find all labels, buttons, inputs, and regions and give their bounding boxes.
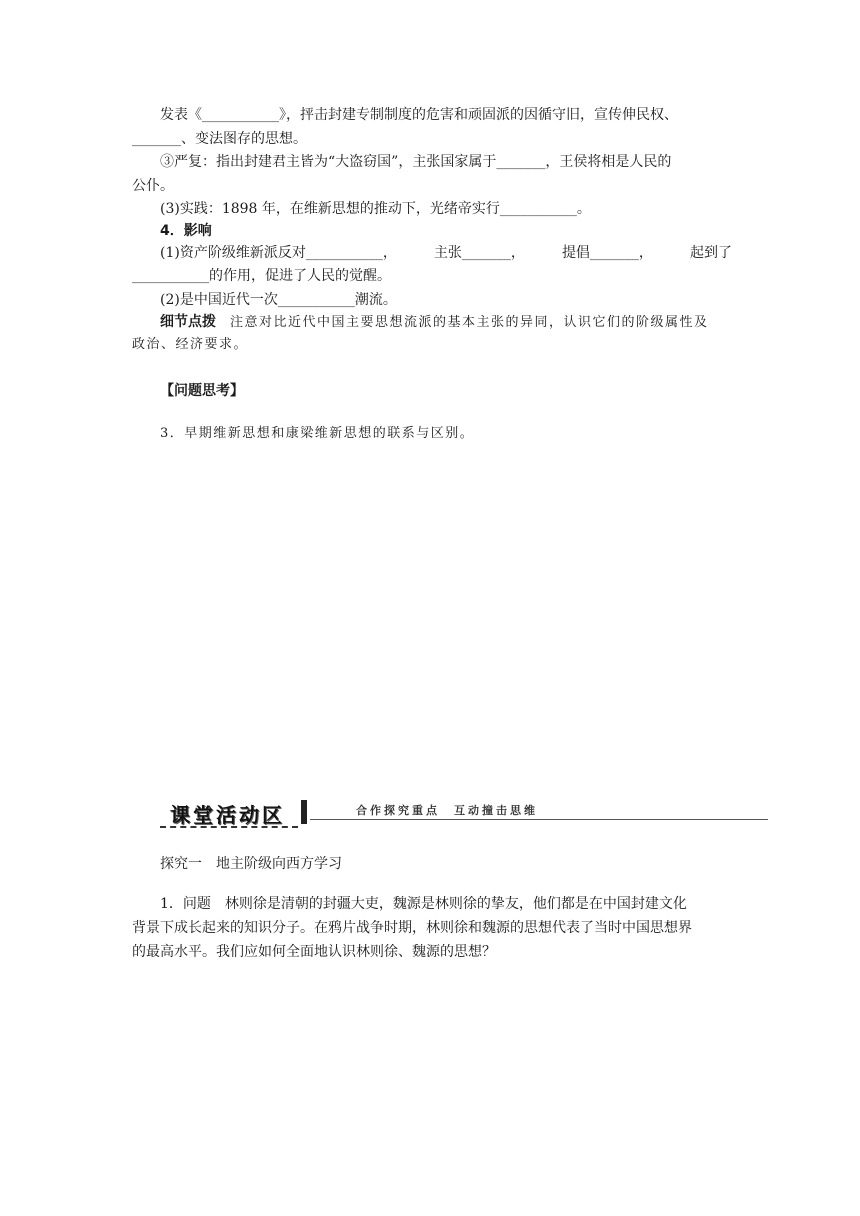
text-line: 1．问题 林则徐是清朝的封疆大吏，魏源是林则徐的挚友，他们都是在中国封建文化 xyxy=(160,896,687,912)
text-line: ___________的作用，促进了人民的觉醒。 xyxy=(132,268,391,284)
question-text: 3．早期维新思想和康梁维新思想的联系与区别。 xyxy=(160,426,475,441)
banner-rule xyxy=(310,819,768,820)
text-line: 背景下成长起来的知识分子。在鸦片战争时期，林则徐和魏源的思想代表了当时中国思想界 xyxy=(132,920,692,936)
text-segment: 提倡_______， xyxy=(561,245,653,261)
detail-tip xyxy=(160,311,732,334)
text-segment: 主张_______， xyxy=(433,245,525,261)
text-line: (2)是中国近代一次___________潮流。 xyxy=(160,292,397,308)
detail-tip-text: 注意对比近代中国主要思想流派的基本主张的异同，认识它们的阶级属性及 xyxy=(230,315,709,330)
banner-dashed-underline xyxy=(160,826,298,828)
text-line: 发表《___________》，抨击封建专制制度的危害和顽固派的因循守旧，宣传伸民权、 xyxy=(160,107,678,123)
inquiry-heading: 探究一 地主阶级向西方学习 xyxy=(160,856,342,872)
text-line: ③严复：指出封建君主皆为“大盗窃国”，主张国家属于_______，王侯将相是人民的 xyxy=(160,154,672,170)
banner-divider-bar xyxy=(301,800,307,824)
question-heading: 【问题思考】 xyxy=(160,383,244,399)
detail-tip-text: 政治、经济要求。 xyxy=(132,337,249,352)
text-line: 的最高水平。我们应如何全面地认识林则徐、魏源的思想？ xyxy=(132,944,496,960)
banner-subtitle: 合作探究重点 互动撞击思维 xyxy=(356,804,538,817)
banner-title: 课堂活动区 xyxy=(170,803,285,827)
detail-tip-label: 细节点拨 xyxy=(160,314,216,330)
text-line: 公仆。 xyxy=(132,178,174,194)
section-banner xyxy=(160,796,770,832)
text-line-justified xyxy=(160,242,732,264)
text-line: _______、变法图存的思想。 xyxy=(132,131,307,147)
text-line: (3)实践：1898 年，在维新思想的推动下，光绪帝实行___________。 xyxy=(160,201,591,217)
section-heading-impact: 4．影响 xyxy=(160,223,212,239)
text-segment: 起到了 xyxy=(689,245,732,261)
text-segment: (1)资产阶级维新派反对___________， xyxy=(160,245,397,261)
